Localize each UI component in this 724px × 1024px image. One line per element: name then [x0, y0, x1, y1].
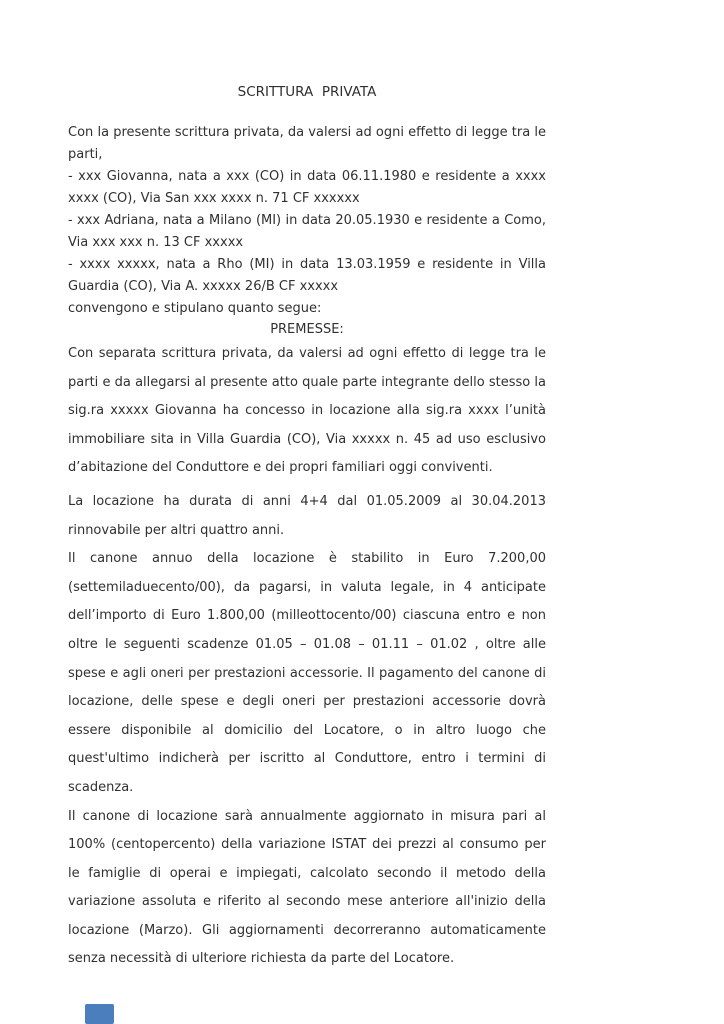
- agreement-line: convengono e stipulano quanto segue:: [68, 301, 322, 316]
- document-page: [68, 82, 546, 974]
- party-line-2: - xxx Adriana, nata a Milano (MI) in data 20.05.1930 e residente a Como, Via xxx xxx n. 13 CF xxxxx: [68, 213, 546, 250]
- body-paragraph-2: La locazione ha durata di anni 4+4 dal 01.05.2009 al 30.04.2013 rinnovabile per altri quattro anni.: [68, 493, 546, 538]
- body-paragraph-1: Con separata scrittura privata, da valersi ad ogni effetto di legge tra le parti e da allegarsi al presente atto quale parte integrante dello stesso la sig.ra xxxxx Giovanna ha concesso in locazione alla sig.ra xxxx l’unità immobiliare sita in Villa Guardia (CO), Via xxxxx n. 45 ad uso esclusivo d’abitazione del Conduttore e dei propri familiari oggi conviventi.: [68, 346, 546, 476]
- party-line-1: - xxx Giovanna, nata a xxx (CO) in data 06.11.1980 e residente a xxxx xxxx (CO), Via San xxx xxxx n. 71 CF xxxxxx: [68, 169, 546, 206]
- intro-paragraph: Con la presente scrittura privata, da valersi ad ogni effetto di legge tra le parti,: [68, 125, 546, 162]
- body-paragraph-3: Il canone annuo della locazione è stabilito in Euro 7.200,00 (settemiladuecento/00), da pagarsi, in valuta legale, in 4 anticipate dell’importo di Euro 1.800,00 (milleottocento/00) ciascuna entro e non oltre le seguenti scadenze 01.05 – 01.08 – 01.11 – 01.02 , oltre alle spese e agli oneri per prestazioni accessorie. Il pagamento del canone di locazione, delle spese e degli oneri per prestazioni accessorie dovrà essere disponibile al domicilio del Locatore, o in altro luogo che quest'ultimo indicherà per iscritto al Conduttore, entro i termini di scadenza.: [68, 551, 546, 795]
- body-paragraph-4: Il canone di locazione sarà annualmente aggiornato in misura pari al 100% (centopercento) della variazione ISTAT dei prezzi al consumo per le famiglie di operai e impiegati, calcolato secondo il metodo della variazione assoluta e riferito al secondo mese anteriore all'inizio della locazione (Marzo). Gli aggiornamenti decorreranno automaticamente senza necessità di ulteriore richiesta da parte del Locatore.: [68, 808, 546, 967]
- footer-button[interactable]: [85, 1004, 114, 1024]
- party-line-3: - xxxx xxxxx, nata a Rho (MI) in data 13.03.1959 e residente in Villa Guardia (CO), Via A. xxxxx 26/B CF xxxxx: [68, 257, 546, 294]
- document-title: SCRITTURA PRIVATA: [237, 84, 377, 100]
- document-body: [68, 122, 546, 974]
- premesse-heading: PREMESSE:: [270, 322, 344, 337]
